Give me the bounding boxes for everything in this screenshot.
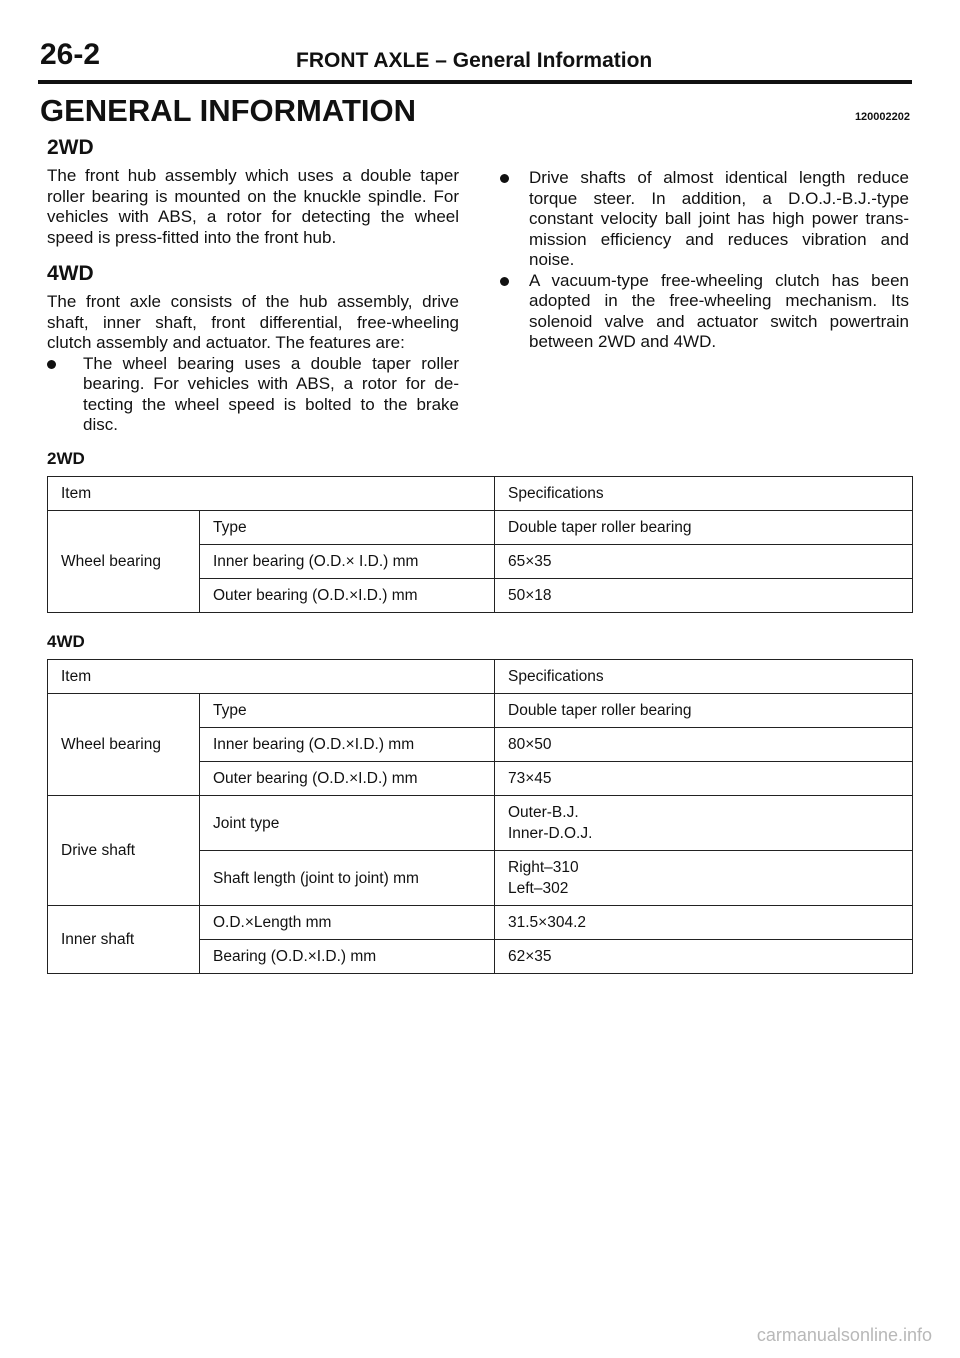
table-4wd (47, 659, 913, 974)
row-spec: 65×35 (495, 545, 913, 579)
bullet-item (47, 354, 459, 436)
section-code: 120002202 (854, 111, 910, 123)
table-header-row (48, 477, 913, 511)
bullet-text: Drive shafts of almost identical length reduce torque steer. In addition, a D.O.J.-B.J.-type constant velocity ball joint has high power trans-mission efficiency and reduces vibration and noise. (529, 168, 909, 269)
row-item: Outer bearing (O.D.×I.D.) mm (200, 579, 495, 613)
page-number: 26-2 (40, 38, 101, 71)
bullet-text: A vacuum-type free-wheeling clutch has been adopted in the free-wheeling mechanism. Its solenoid valve and actuator switch powertrain between 2WD and 4WD. (529, 270, 909, 351)
bullet-dot-icon (47, 360, 56, 369)
row-item: Type (200, 511, 495, 545)
bullet-text: The wheel bearing uses a double taper roller bearing. For vehicles with ABS, a rotor for de-tecting the wheel speed is bolted to the brake disc. (83, 353, 459, 434)
paragraph-4wd: The front axle consists of the hub assembly, drive shaft, inner shaft, front differential, free-wheeling clutch assembly and actuator. The features are: (47, 292, 459, 352)
table-row (48, 694, 913, 728)
row-item: Bearing (O.D.×I.D.) mm (200, 940, 495, 974)
right-column (495, 168, 909, 353)
row-item: Inner bearing (O.D.× I.D.) mm (200, 545, 495, 579)
table-4wd-label: 4WD (47, 632, 85, 651)
table-2wd-label: 2WD (47, 449, 85, 468)
header-spec: Specifications (495, 477, 913, 511)
row-spec (495, 851, 913, 906)
group-wheel-bearing: Wheel bearing (48, 511, 200, 613)
spec-line: Outer-B.J. (508, 804, 579, 821)
row-item: Type (200, 694, 495, 728)
left-column (47, 136, 459, 436)
heading-2wd: 2WD (47, 136, 94, 159)
row-spec: 50×18 (495, 579, 913, 613)
bullet-dot-icon (500, 174, 509, 183)
header-item: Item (48, 660, 495, 694)
group-drive-shaft: Drive shaft (48, 796, 200, 906)
spec-line: Left–302 (508, 880, 569, 897)
row-spec: 80×50 (495, 728, 913, 762)
watermark: carmanualsonline.info (756, 1325, 932, 1345)
row-item: Joint type (200, 796, 495, 851)
bullet-item (495, 271, 909, 353)
row-spec: 62×35 (495, 940, 913, 974)
header-rule (38, 80, 912, 84)
header-spec: Specifications (495, 660, 913, 694)
row-item: Inner bearing (O.D.×I.D.) mm (200, 728, 495, 762)
row-spec: Double taper roller bearing (495, 694, 913, 728)
table-header-row (48, 660, 913, 694)
table-row (48, 796, 913, 851)
heading-4wd: 4WD (47, 262, 94, 285)
table-row (48, 511, 913, 545)
spec-line: Right–310 (508, 859, 579, 876)
row-spec: 31.5×304.2 (495, 906, 913, 940)
table-2wd (47, 476, 913, 613)
paragraph-2wd: The front hub assembly which uses a double taper roller bearing is mounted on the knuckle spindle. For vehicles with ABS, a rotor for detecting the wheel speed is press-fitted into the front hub. (47, 166, 459, 247)
row-spec: 73×45 (495, 762, 913, 796)
row-item: Shaft length (joint to joint) mm (200, 851, 495, 906)
table-row (48, 906, 913, 940)
bullet-item (495, 168, 909, 271)
row-item: Outer bearing (O.D.×I.D.) mm (200, 762, 495, 796)
section-title: GENERAL INFORMATION (40, 93, 417, 128)
group-wheel-bearing: Wheel bearing (48, 694, 200, 796)
row-item: O.D.×Length mm (200, 906, 495, 940)
bullet-dot-icon (500, 277, 509, 286)
spec-line: Inner-D.O.J. (508, 825, 593, 842)
row-spec (495, 796, 913, 851)
row-spec: Double taper roller bearing (495, 511, 913, 545)
running-title: FRONT AXLE – General Information (296, 49, 653, 72)
header-item: Item (48, 477, 495, 511)
group-inner-shaft: Inner shaft (48, 906, 200, 974)
